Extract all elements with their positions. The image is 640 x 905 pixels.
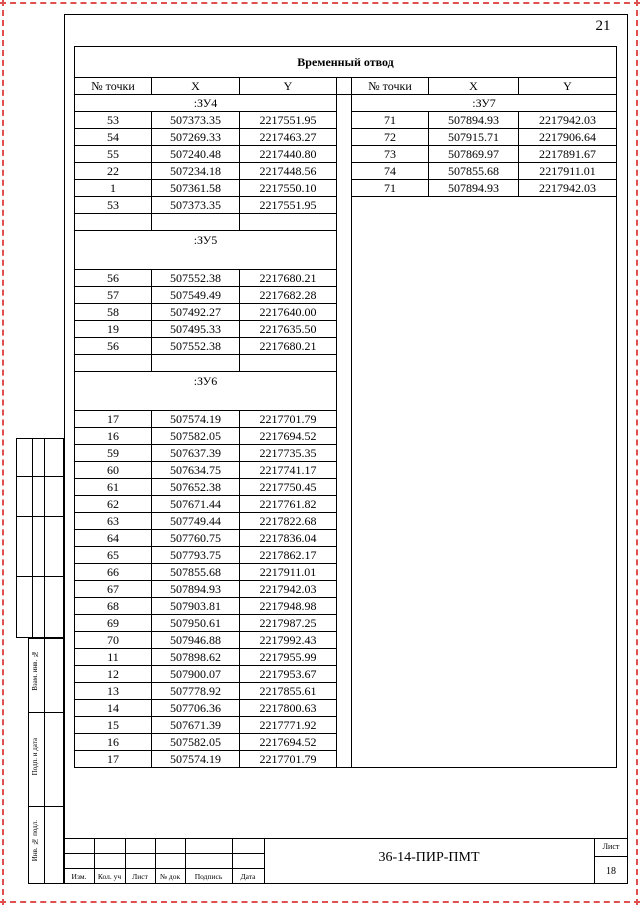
- cell-y: 2217694.52: [240, 734, 337, 751]
- cell-point: 56: [75, 270, 152, 287]
- side-stamp-upper: [16, 438, 64, 638]
- cell-y: 2217701.79: [240, 411, 337, 428]
- cell-point: 17: [75, 411, 152, 428]
- cell-x: 507574.19: [152, 411, 240, 428]
- cell-point: 74: [352, 163, 429, 180]
- cell-y: 2217440.80: [240, 146, 337, 163]
- stamp-col-izm: Изм.: [71, 872, 87, 881]
- empty-cell: [240, 214, 337, 231]
- cell-x: 507637.39: [152, 445, 240, 462]
- cell-y: 2217750.45: [240, 479, 337, 496]
- stamp-col-date: Дата: [240, 872, 256, 881]
- side-stamp-line: [16, 516, 64, 517]
- cell-point: 66: [75, 564, 152, 581]
- cell-x: 507361.58: [152, 180, 240, 197]
- cell-x: 507793.75: [152, 547, 240, 564]
- cell-point: 17: [75, 751, 152, 768]
- cell-x: 507549.49: [152, 287, 240, 304]
- cell-y: 2217855.61: [240, 683, 337, 700]
- header-y: Y: [240, 78, 337, 95]
- cell-x: 507915.71: [429, 129, 519, 146]
- cell-point: 22: [75, 163, 152, 180]
- zone-row: [75, 95, 617, 112]
- stamp-col-kol: Кол. уч: [97, 872, 122, 881]
- cell-x: 507894.93: [152, 581, 240, 598]
- page-number: 21: [595, 18, 611, 34]
- cell-x: 507900.07: [152, 666, 240, 683]
- empty-cell: [152, 355, 240, 372]
- cell-x: 507574.19: [152, 751, 240, 768]
- empty-area: [352, 197, 617, 768]
- inv-orig-label: Инв. № подл.: [31, 820, 39, 862]
- cell-x: 507552.38: [152, 338, 240, 355]
- empty-cell: [152, 214, 240, 231]
- cell-y: 2217682.28: [240, 287, 337, 304]
- cell-x: 507671.44: [152, 496, 240, 513]
- cell-y: 2217551.95: [240, 197, 337, 214]
- cell-point: 65: [75, 547, 152, 564]
- cell-y: 2217800.63: [240, 700, 337, 717]
- replace-inv-label: Взам. инв. №: [31, 650, 39, 691]
- cell-point: 71: [352, 112, 429, 129]
- cell-point: 73: [352, 146, 429, 163]
- cell-y: 2217891.67: [519, 146, 617, 163]
- zone-label: :ЗУ7: [352, 95, 617, 112]
- empty-cell: [240, 355, 337, 372]
- sign-date-label: Подп. и дата: [31, 738, 39, 776]
- cell-y: 2217635.50: [240, 321, 337, 338]
- cell-y: 2217551.95: [240, 112, 337, 129]
- cell-x: 507634.75: [152, 462, 240, 479]
- page-border-top: [0, 2, 640, 4]
- empty-cell: [75, 355, 152, 372]
- side-stamp-line: [16, 576, 64, 577]
- cell-y: 2217942.03: [519, 180, 617, 197]
- page-border-left: [2, 0, 4, 905]
- cell-point: 12: [75, 666, 152, 683]
- cell-y: 2217701.79: [240, 751, 337, 768]
- cell-point: 71: [352, 180, 429, 197]
- header-point-right: № точки: [352, 78, 429, 95]
- stamp-col-sign: Подпись: [194, 872, 223, 881]
- header-x: X: [152, 78, 240, 95]
- cell-y: 2217822.68: [240, 513, 337, 530]
- cell-y: 2217953.67: [240, 666, 337, 683]
- stamp-col-list: Лист: [132, 872, 148, 881]
- cell-y: 2217911.01: [240, 564, 337, 581]
- cell-x: 507269.33: [152, 129, 240, 146]
- cell-point: 19: [75, 321, 152, 338]
- zone-label: :ЗУ5: [75, 231, 337, 270]
- cell-y: 2217741.17: [240, 462, 337, 479]
- cell-point: 16: [75, 734, 152, 751]
- cell-x: 507855.68: [152, 564, 240, 581]
- cell-x: 507582.05: [152, 734, 240, 751]
- cell-point: 15: [75, 717, 152, 734]
- cell-y: 2217987.25: [240, 615, 337, 632]
- cell-y: 2217550.10: [240, 180, 337, 197]
- sheet-number: 18: [606, 866, 616, 877]
- cell-point: 59: [75, 445, 152, 462]
- cell-y: 2217735.35: [240, 445, 337, 462]
- cell-x: 507778.92: [152, 683, 240, 700]
- cell-point: 58: [75, 304, 152, 321]
- side-stamp-line: [28, 712, 64, 713]
- cell-point: 64: [75, 530, 152, 547]
- cell-point: 53: [75, 112, 152, 129]
- cell-point: 13: [75, 683, 152, 700]
- spacer-cell: [337, 78, 352, 95]
- cell-x: 507373.35: [152, 197, 240, 214]
- cell-y: 2217761.82: [240, 496, 337, 513]
- cell-point: 60: [75, 462, 152, 479]
- cell-x: 507373.35: [152, 112, 240, 129]
- cell-x: 507706.36: [152, 700, 240, 717]
- cell-point: 70: [75, 632, 152, 649]
- cell-point: 16: [75, 428, 152, 445]
- cell-point: 55: [75, 146, 152, 163]
- cell-x: 507240.48: [152, 146, 240, 163]
- header-y-right: Y: [519, 78, 617, 95]
- cell-point: 14: [75, 700, 152, 717]
- side-stamp-divider: [32, 438, 33, 638]
- cell-point: 61: [75, 479, 152, 496]
- cell-x: 507946.88: [152, 632, 240, 649]
- cell-point: 69: [75, 615, 152, 632]
- cell-x: 507234.18: [152, 163, 240, 180]
- cell-y: 2217955.99: [240, 649, 337, 666]
- document-code: 36-14-ПИР-ПМТ: [378, 850, 480, 865]
- cell-point: 62: [75, 496, 152, 513]
- header-x-right: X: [429, 78, 519, 95]
- zone-label: :ЗУ4: [75, 95, 337, 112]
- side-stamp-divider: [44, 638, 45, 884]
- header-row: [75, 78, 617, 95]
- cell-point: 11: [75, 649, 152, 666]
- cell-y: 2217448.56: [240, 163, 337, 180]
- cell-y: 2217463.27: [240, 129, 337, 146]
- sheet-label: Лист: [602, 842, 620, 851]
- cell-x: 507903.81: [152, 598, 240, 615]
- cell-x: 507898.62: [152, 649, 240, 666]
- cell-y: 2217694.52: [240, 428, 337, 445]
- cell-y: 2217640.00: [240, 304, 337, 321]
- cell-x: 507749.44: [152, 513, 240, 530]
- cell-x: 507671.39: [152, 717, 240, 734]
- zone-label: :ЗУ6: [75, 372, 337, 411]
- cell-x: 507582.05: [152, 428, 240, 445]
- page-border-bottom: [0, 901, 640, 903]
- cell-y: 2217680.21: [240, 270, 337, 287]
- cell-y: 2217862.17: [240, 547, 337, 564]
- cell-point: 1: [75, 180, 152, 197]
- cell-x: 507855.68: [429, 163, 519, 180]
- cell-point: 57: [75, 287, 152, 304]
- page-border-right: [636, 0, 638, 905]
- cell-point: 54: [75, 129, 152, 146]
- cell-x: 507760.75: [152, 530, 240, 547]
- side-stamp-line: [28, 806, 64, 807]
- cell-y: 2217992.43: [240, 632, 337, 649]
- cell-y: 2217911.01: [519, 163, 617, 180]
- cell-y: 2217948.98: [240, 598, 337, 615]
- cell-x: 507492.27: [152, 304, 240, 321]
- stamp-col-doc: № док: [159, 872, 181, 881]
- cell-y: 2217771.92: [240, 717, 337, 734]
- spacer-cell: [337, 95, 352, 768]
- cell-point: 72: [352, 129, 429, 146]
- cell-y: 2217942.03: [240, 581, 337, 598]
- cell-x: 507869.97: [429, 146, 519, 163]
- side-stamp-line: [16, 476, 64, 477]
- header-point: № точки: [75, 78, 152, 95]
- cell-point: 63: [75, 513, 152, 530]
- cell-x: 507652.38: [152, 479, 240, 496]
- table-title: Временный отвод: [75, 47, 617, 78]
- cell-y: 2217836.04: [240, 530, 337, 547]
- cell-x: 507552.38: [152, 270, 240, 287]
- cell-point: 67: [75, 581, 152, 598]
- cell-point: 56: [75, 338, 152, 355]
- coordinates-table: [74, 46, 617, 768]
- cell-x: 507495.33: [152, 321, 240, 338]
- empty-cell: [75, 214, 152, 231]
- cell-x: 507894.93: [429, 180, 519, 197]
- cell-y: 2217942.03: [519, 112, 617, 129]
- cell-point: 68: [75, 598, 152, 615]
- cell-x: 507894.93: [429, 112, 519, 129]
- cell-x: 507950.61: [152, 615, 240, 632]
- cell-y: 2217906.64: [519, 129, 617, 146]
- cell-y: 2217680.21: [240, 338, 337, 355]
- cell-point: 53: [75, 197, 152, 214]
